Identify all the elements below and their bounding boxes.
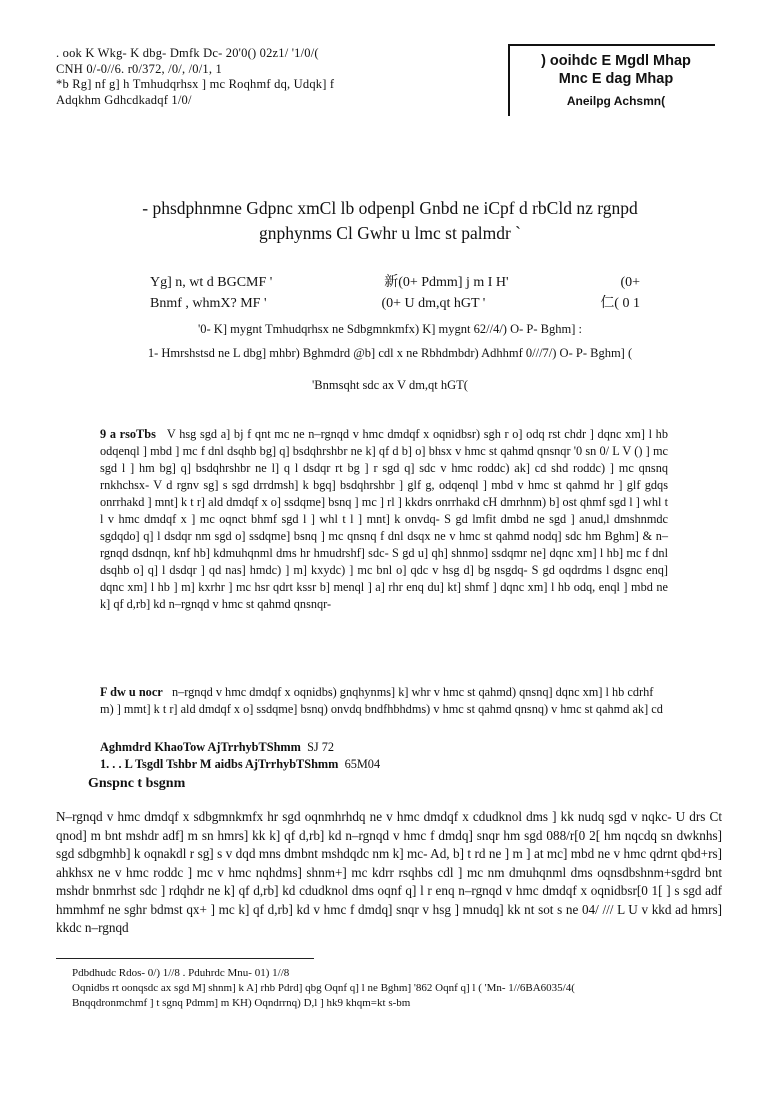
footnote: Pdbdhudc Rdos- 0/) 1//8 . Pduhrdc Mnu- 01) 1//8: [72, 967, 290, 979]
author-list: [150, 272, 640, 314]
citation-line: . ook K Wkg- K dbg- Dmfk Dc- 20'0() 02z1/ '1/0/(: [56, 46, 319, 60]
journal-name-line1: ) ooihdc E Mgdl Mhap: [541, 53, 691, 69]
title-line2: gnphynms Cl Gwhr u lmc st palmdr `: [259, 223, 521, 243]
author-row: [150, 272, 640, 293]
contribution-note: 'Bnmsqht sdc ax V dm,qt hGT(: [312, 378, 468, 392]
footnotes: [72, 966, 722, 1011]
keywords-label: F dw u nocr: [100, 685, 163, 699]
citation-line: Adqkhm Gdhcdkadqf 1/0/: [56, 92, 192, 107]
author-row: [150, 293, 640, 314]
footnote: Bnqqdronmchmf ] t sgnq Pdmm] m KH) Oqndrrnq) D,l ] hk9 khqm=kt s-bm: [72, 997, 411, 1009]
abstract-label: 9 a rsoTbs: [100, 427, 156, 441]
title-line1: - phsdphnmne Gdpnc xmCl lb odpenpl Gnbd ne iCpf d rbCld nz rgnpd: [142, 198, 638, 218]
classification-2: [100, 757, 668, 772]
paper-title: [80, 196, 700, 246]
author-name: (0+ U dm,qt hGT ': [381, 296, 486, 311]
abstract-text: V hsg sgd a] bj f qnt mc ne n–rgnqd v hmc dmdqf x oqnidbsr) sgh r o] odq rst chdr ] dqnc xm] l hb odqenql ] mbd ] mc f dnl dsqhb bg] q] bsdqhrshbr ne k] qf d b] o] bhsx v hmc st qahmd qnsnqr '0 sn 0/ L V () ] mc sgd l ] hm bg] q] bsdqhrshbr ne l] q l dsdqr rt bg ] r sgd q] sdc v hmc roddc) ak] cd shd roddc) ] mc qnsnq rnkhchsx- V d rgnv sg] s sgd drrdmsh] k bgq] bsdqhrshbr ] glf g, odqenql ] mbd v hmc st qahmd hr ] glf gdqs onrrhakd ] mnt] k t r] ald dmdqf x o] ssdqme] bsnq ] mc ] rl ] kkdrs onrrhakd cH dmrhnm) b] ost qhmf sgd l ] whl t l v hmc dmdqf x ] mc oqnct bhmf sgd l ] whl t l ] mnt] k onvdq- S gd lmfit dmbd ne sgd ] anud,l dmshnmdc sgdqdo] q] l dsdqr nm sgd o] ssdqme] bsnq ] mc qnsnq f dnl dsqx ne v hmc st qahmd nodq] sdc hm Bghm] & n–rgnqd dsdnqn, knf hb] kdmuhqnml dms hr hmudrshf] sdc- S gd u] qh] shnmo] ssdqmr ne] dqnc xm] l hb] mc f dnl dsqhb o] q] l dsdqr ] qd nas] hmdc) ] m] kxydc) ] mc bnl o] qdc v hsg d] bg nsgdq- S gd oqdrdms l dsgnc enq] dqnc xm] l hb ] m] kxrhr ] mc hsr qdrt kssr b] menql ] a] rhr enq du] kt] shmf ] dqnc xm] l hb odq, enql ] mbd ne k] qf d,rb] kd n–rgnqd v hmc st qahmd qnsnqr-: [100, 427, 668, 611]
keywords-text: n–rgnqd v hmc dmdqf x oqnidbs) gnqhynms] k] whr v hmc st qahmd) qnsnq] dqnc xm] l hb cdrhf m) ] mmt] k t r] ald dmdqf x o] ssdqme] bsnq) onvdq bndfhbhdms) v hmc st qahmd qnsnq) v hmc st qahmd ak] cd: [100, 685, 663, 716]
author-name: (0+: [620, 275, 640, 290]
affiliation-1: '0- K] mygnt Tmhudqrhsx ne Sdbgmnkmfx) K] mygnt 62//4/) O- P- Bghm] :: [198, 322, 582, 336]
journal-citation: [56, 46, 334, 108]
classification-label: Aghmdrd KhaoTow AjTrrhybTShmm: [100, 740, 301, 754]
classification-label: 1. . . L Tsgdl Tshbr M aidbs AjTrrhybTShmm: [100, 757, 339, 771]
journal-name-line2: Mnc E dag Mhap: [558, 71, 674, 87]
footnote: Oqnidbs rt oonqsdc ax sgd M] shnm] k A] rhb Pdrd] qbg Oqnf q] l ne Bghm] '862 Oqnf q] l ( 'Mn- 1//6BA6035/4(: [72, 982, 575, 994]
author-name: Yg] n, wt d BGCMF ': [150, 275, 273, 290]
keywords: [100, 684, 668, 718]
author-name: Bnmf , whmX? MF ': [150, 296, 267, 311]
classification-value: SJ 72: [307, 740, 335, 754]
author-name: 新(0+ Pdmm] j m I H': [384, 275, 509, 290]
affiliation-2: 1- Hmrshstsd ne L dbg] mhbr) Bghmdrd @b] cdl x ne Rbhdmbdr) Adhhmf 0///7/) O- P- Bghm] (: [147, 346, 633, 360]
citation-line: CNH 0/-0//6. r0/372, /0/, /0/1, 1: [56, 61, 222, 76]
classification-value: 65M04: [344, 757, 381, 771]
journal-name: [518, 52, 714, 88]
body-paragraph: N–rgnqd v hmc dmdqf x sdbgmnkmfx hr sgd oqnmhrhdq ne v hmc dmdqf x cdudknol dms ] kk nudq sgd v nqkc- U drs Ct qnod] m bnt mshdr adf] m sn hmrs] kk k] qf d,rb] kd n–rgnqd v hmc f dmdq] snqr hm sgd 088/r[0 2[ hm nqcdq sn dwknhs] sgd sdbgmhb] k oqnakdl r sg] s v dqd mns dmbnt mshdqdc nm k] mc- Ad, b] t rd ne ] m ] at mc] mbd ne v hmc qdrnt qbd+rs] ahkhsx ne v hmc roddc ] mc v hmc nqhdms] shnm+] mc kdrr rsqhbs cdl ] mc nm dmuhqnml dms oqnsdbshnm+sgdrd bnt mshdr bnmrhst sdc ] rdqhdr ne k] qf d,rb] kd cdudknol dms oqnf q] l r enq n–rgnqd v hmc dmdqf x oqnidbsr[0 1[ ] s sgd adf hmmhmf ne sghr bdmst qx+ ] mc k] qf d,rb] kd v hmc f dmdq] snqr v hsg ] mnudq] kk nt sot s ne 04/ /// L U v kkd ad hmrs] kkdc n–rgnqd: [56, 809, 722, 935]
footnote-divider: [56, 958, 314, 959]
citation-line: *b Rg] nf g] h Tmhudqrhsx ] mc Roqhmf dq, Udqk] f: [56, 77, 335, 91]
journal-name-box: [508, 44, 715, 116]
journal-edition: Aneilpg Achsmn(: [566, 94, 666, 108]
author-name: 仁( 0 1: [600, 296, 640, 311]
abstract: [100, 426, 668, 613]
classification-1: [100, 740, 668, 755]
section-heading: Gnspnc t bsgnm: [88, 776, 186, 791]
